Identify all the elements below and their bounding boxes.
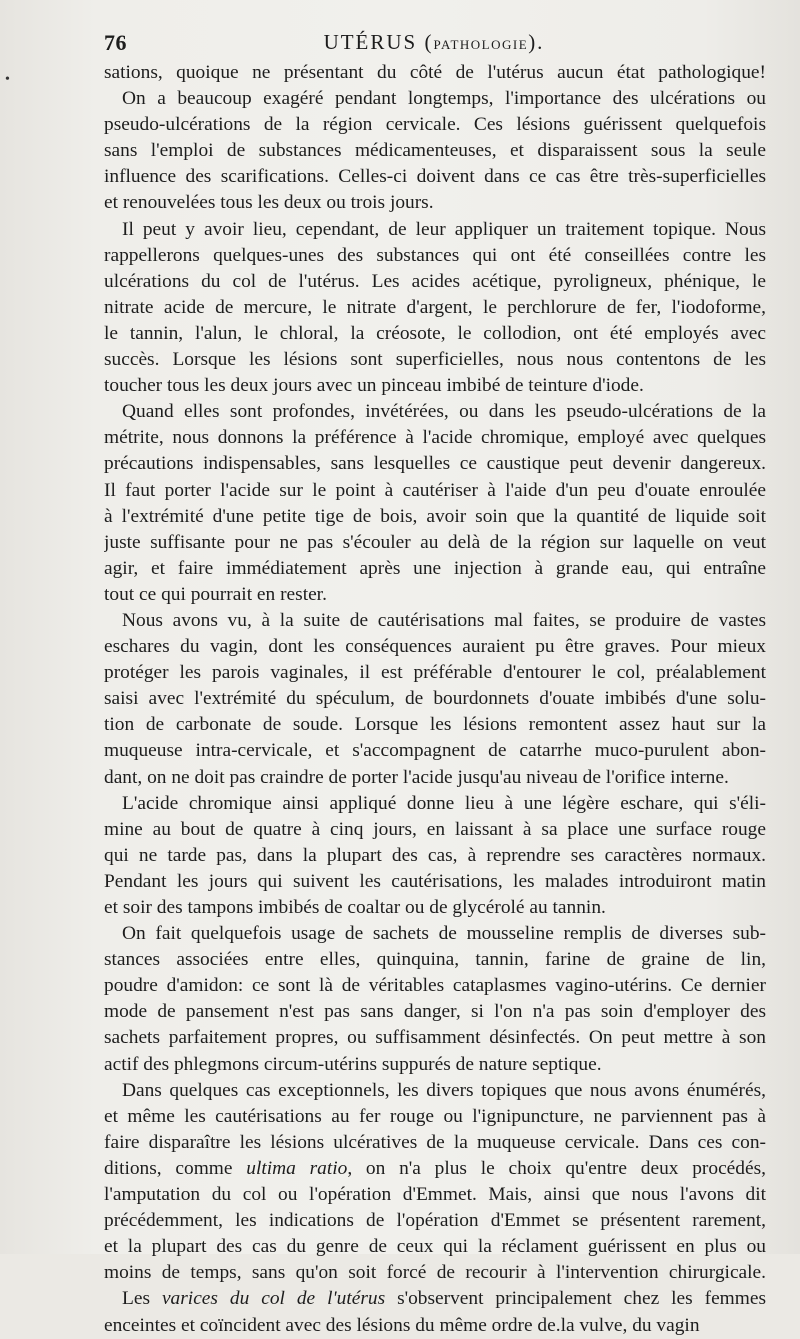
text-line: et soir des tampons imbibés de coaltar ou de glycérolé au tannin.: [104, 897, 606, 918]
text-line: l'amputation du col ou l'opération d'Emmet. Mais, ainsi que nous l'avons dit: [104, 1184, 766, 1206]
text-line: Il faut porter l'acide sur le point à cautériser à l'aide d'un peu d'ouate enroulée: [104, 479, 766, 501]
text-line: et renouvelées tous les deux ou trois jours.: [104, 192, 434, 214]
text-line: L'acide chromique ainsi appliqué donne lieu à une légère eschare, qui s'éli-: [122, 792, 766, 814]
running-header: [104, 30, 764, 60]
text-line: Quand elles sont profondes, invétérées, ou dans les pseudo-ulcérations de la: [122, 401, 766, 423]
text-line: rappellerons quelques-unes des substances qui ont été conseillées contre les: [104, 244, 766, 266]
text-line: pseudo-ulcérations de la région cervicale. Ces lésions guérissent quelquefois: [104, 114, 766, 136]
text-line: et la plupart des cas du genre de ceux qui la réclament guérissent en plus ou: [104, 1236, 766, 1258]
text-line: saisi avec l'extrémité du spéculum, de bourdonnets d'ouate imbibés d'une solu-: [104, 688, 766, 710]
text-line: qui ne tarde pas, dans la plupart des cas, à reprendre ses caractères normaux.: [104, 844, 766, 866]
title-end: ).: [528, 30, 545, 54]
title-main: UTÉRUS (: [323, 30, 434, 54]
text-line: On a beaucoup exagéré pendant longtemps, l'importance des ulcérations ou: [122, 88, 766, 110]
text-line: tout ce qui pourrait en rester.: [104, 583, 327, 605]
text-line: sans l'emploi de substances médicamenteuses, et disparaissent sous la seule: [104, 140, 766, 162]
text-line: sachets parfaitement propres, ou suffisamment désinfectés. On peut mettre à son: [104, 1027, 766, 1049]
text-line: ditions, comme ultima ratio, on n'a plus le choix qu'entre deux procédés,: [104, 1157, 766, 1179]
text-line: stances associées entre elles, quinquina, tannin, farine de graine de lin,: [104, 949, 766, 971]
text-line: actif des phlegmons circum-utérins suppurés de nature septique.: [104, 1053, 602, 1075]
text-line: influence des scarifications. Celles-ci doivent dans ce cas être très-superficielles: [104, 166, 766, 188]
running-title: [104, 30, 764, 55]
italic-phrase: varices du col de l'utérus: [161, 1288, 386, 1310]
text-line: agir, et faire immédiatement après une injection à grande eau, qui entraîne: [104, 557, 766, 579]
text-line: On fait quelquefois usage de sachets de mousseline remplis de diverses sub-: [122, 923, 766, 945]
text-line: succès. Lorsque les lésions sont superficielles, nous nous contentons de les: [104, 349, 766, 371]
text-line: Dans quelques cas exceptionnels, les divers topiques que nous avons énumérés,: [122, 1079, 766, 1101]
title-small-caps: PATHOLOGIE: [433, 37, 529, 52]
text-line: enceintes et coïncident avec des lésions du même ordre de.la vulve, du vagin: [104, 1314, 700, 1336]
text-line: mode de pansement n'est pas sans danger, si l'on n'a pas soin d'employer des: [104, 1001, 766, 1023]
italic-phrase: ultima ratio: [246, 1157, 348, 1179]
text-line: eschares du vagin, dont les conséquences auraient pu être graves. Pour mieux: [104, 636, 766, 658]
text-line: mine au bout de quatre à cinq jours, en laissant à sa place une surface rouge: [104, 818, 766, 840]
text-line: poudre d'amidon: ce sont là de véritables cataplasmes vagino-utérins. Ce dernier: [104, 975, 766, 997]
text-line: toucher tous les deux jours avec un pinceau imbibé de teinture d'iode.: [104, 375, 644, 397]
text-line: sations, quoique ne présentant du côté de l'utérus aucun état pathologique!: [104, 62, 766, 83]
text-line: tion de carbonate de soude. Lorsque les lésions remontent assez haut sur la: [104, 714, 766, 736]
margin-mark: •: [5, 72, 10, 87]
body-text: [104, 60, 766, 1339]
text-line: à l'extrémité d'une petite tige de bois, avoir soin que la quantité de liquide soit: [104, 505, 766, 527]
text-line: Les varices du col de l'utérus s'observent principalement chez les femmes: [122, 1288, 766, 1310]
text-line: le tannin, l'alun, le chloral, la créosote, le collodion, ont été employés avec: [104, 322, 766, 344]
text-line: nitrate acide de mercure, le nitrate d'argent, le perchlorure de fer, l'iodoforme,: [104, 296, 766, 318]
text-line: moins de temps, sans qu'on soit forcé de recourir à l'intervention chirurgicale.: [104, 1262, 766, 1284]
text-line: Il peut y avoir lieu, cependant, de leur appliquer un traitement topique. Nous: [122, 218, 766, 240]
page-number: 76: [104, 30, 127, 55]
text-line: ulcérations du col de l'utérus. Les acides acétique, pyroligneux, phénique, le: [104, 270, 766, 292]
text-line: faire disparaître les lésions ulcératives de la muqueuse cervicale. Dans ces con-: [104, 1131, 766, 1153]
text-line: muqueuse intra-cervicale, et s'accompagnent de catarrhe muco-purulent abon-: [104, 740, 766, 762]
text-line: Pendant les jours qui suivent les cautérisations, les malades introduiront matin: [104, 870, 766, 892]
text-line: dant, on ne doit pas craindre de porter l'acide jusqu'au niveau de l'orifice interne.: [104, 766, 729, 788]
text-line: et même les cautérisations au fer rouge ou l'ignipuncture, ne parviennent pas à: [104, 1105, 766, 1127]
text-line: métrite, nous donnons la préférence à l'acide chromique, employé avec quelques: [104, 427, 766, 449]
text-line: précautions indispensables, sans lesquelles ce caustique peut devenir dangereux.: [104, 453, 766, 475]
text-line: précédemment, les indications de l'opération d'Emmet se présentent rarement,: [104, 1210, 766, 1232]
text-line: juste suffisante pour ne pas s'écouler au delà de la région sur laquelle on veut: [104, 531, 766, 553]
text-line: Nous avons vu, à la suite de cautérisations mal faites, se produire de vastes: [122, 609, 766, 631]
text-line: protéger les parois vaginales, il est préférable d'entourer le col, préalablement: [104, 662, 766, 684]
